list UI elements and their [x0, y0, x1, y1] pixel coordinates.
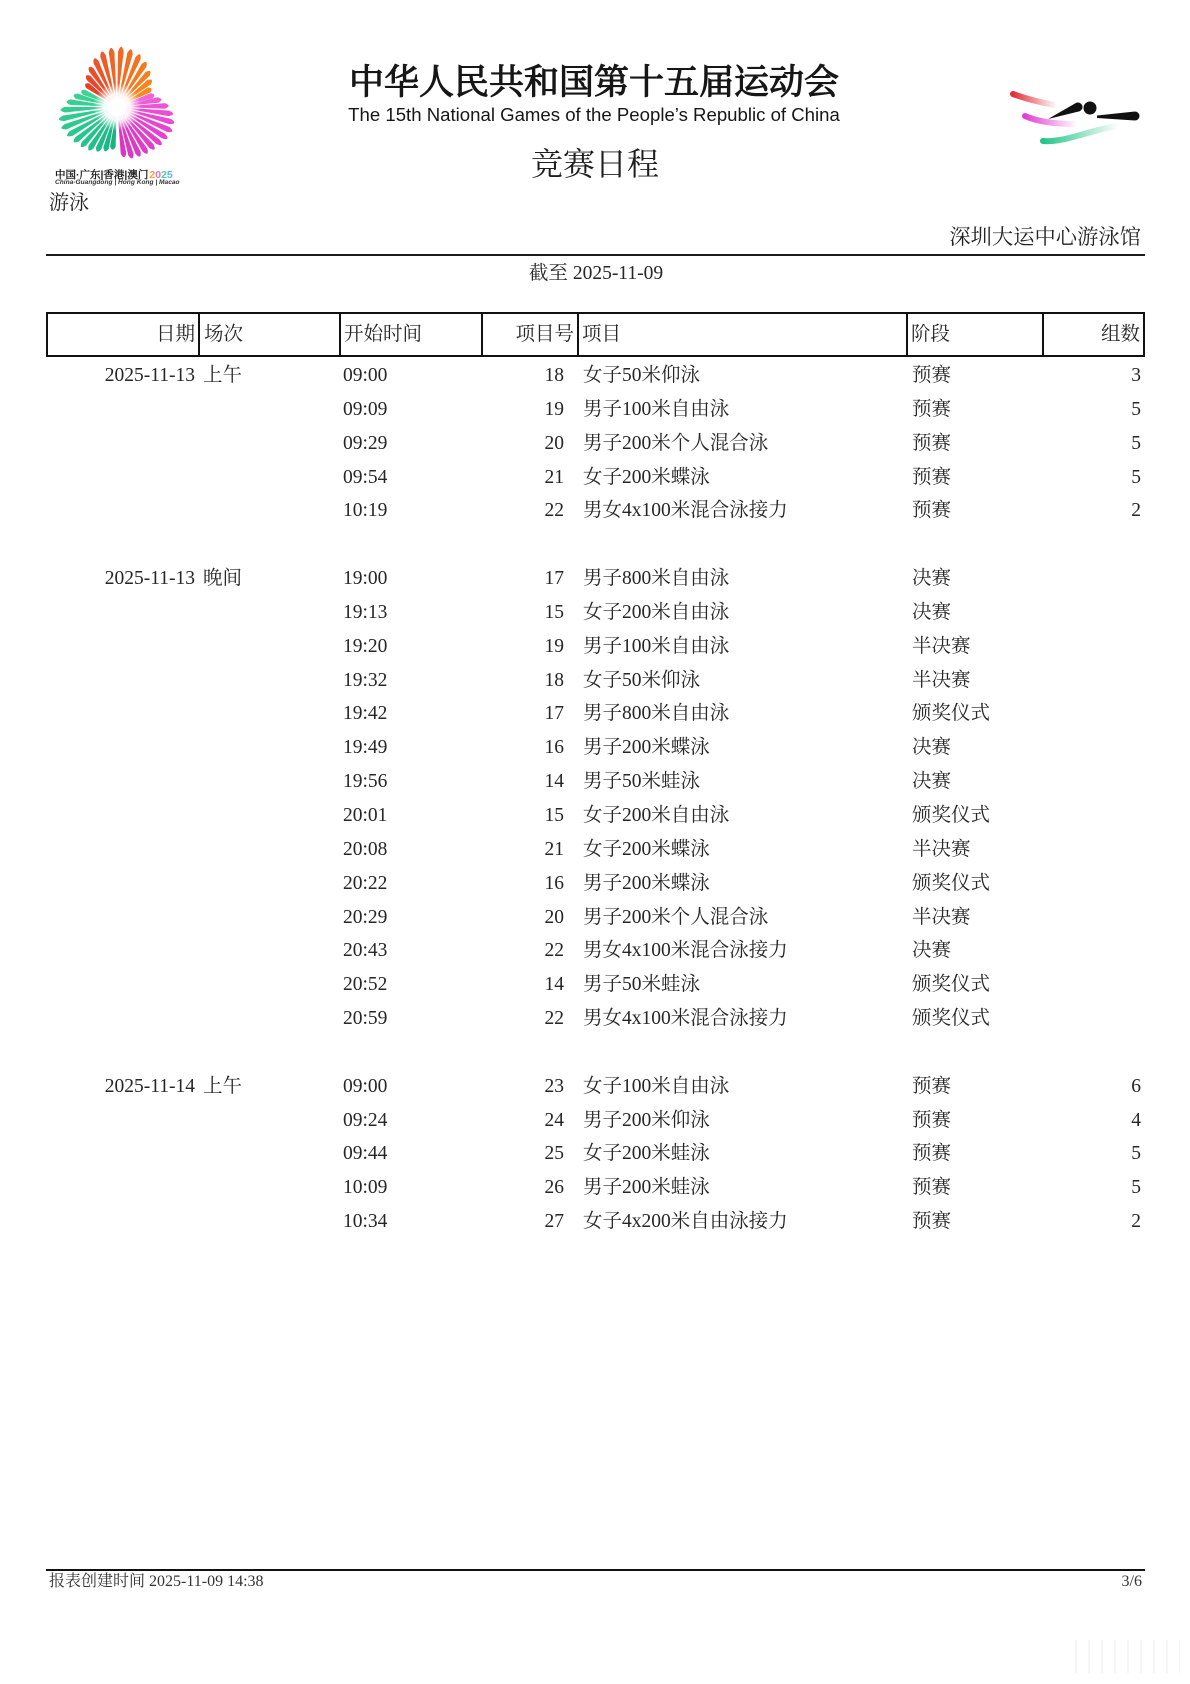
table-row [48, 1070, 1143, 1104]
column-header-stage: 阶段 [908, 314, 1044, 355]
date-cell [48, 1137, 200, 1171]
venue-name: 深圳大运中心游泳馆 [949, 225, 1141, 249]
session-cell [200, 393, 341, 427]
stage-cell: 半决赛 [912, 669, 971, 691]
session-cell [200, 1104, 341, 1138]
start-time-cell: 09:00 [343, 365, 388, 386]
table-row [48, 1205, 1143, 1239]
table-row [48, 393, 1143, 427]
session-cell [200, 765, 341, 799]
date-cell [48, 494, 200, 528]
event-name-cell: 男女4x100米混合泳接力 [583, 1008, 788, 1030]
groups-cell: 5 [1131, 466, 1141, 488]
swimming-pictogram-icon [1005, 85, 1145, 150]
start-time-cell: 19:20 [343, 635, 388, 657]
stage-cell: 颁奖仪式 [912, 872, 991, 894]
date-cell [48, 427, 200, 461]
table-row [48, 901, 1143, 935]
session-cell [200, 934, 341, 968]
stage-cell: 预赛 [912, 365, 952, 386]
event-name-cell: 男女4x100米混合泳接力 [583, 500, 788, 522]
event-name-cell: 男子200米个人混合泳 [583, 432, 769, 454]
stage-cell: 决赛 [912, 940, 952, 962]
date-cell [48, 934, 200, 968]
year-digit: 2 [161, 169, 167, 181]
date-cell: 2025-11-13 [104, 568, 195, 590]
created-label: 报表创建时间 [49, 1573, 146, 1590]
session-cell: 上午 [203, 1075, 243, 1097]
stage-cell: 预赛 [912, 1143, 952, 1165]
stage-cell: 颁奖仪式 [912, 1008, 991, 1030]
event-name-cell: 男子100米自由泳 [583, 398, 730, 420]
start-time-cell: 10:34 [343, 1211, 388, 1233]
event-number-cell: 15 [544, 601, 564, 623]
date-cell [48, 1104, 200, 1138]
groups-cell [1044, 664, 1143, 698]
table-row [48, 968, 1143, 1002]
column-header-start-time: 开始时间 [341, 314, 483, 355]
emblem-region-cn: 中国·广东|香港|澳门 [55, 169, 149, 181]
column-header-event: 项目 [579, 314, 908, 355]
groups-cell [1044, 562, 1143, 596]
start-time-cell: 09:00 [343, 1075, 388, 1097]
event-name-cell: 女子50米仰泳 [583, 669, 701, 691]
start-time-cell: 20:43 [343, 940, 388, 962]
start-time-cell: 19:32 [343, 669, 388, 691]
event-name-cell: 女子200米蝶泳 [583, 838, 710, 860]
column-header-event-number: 项目号 [483, 314, 579, 355]
event-name-cell: 男子200米个人混合泳 [583, 906, 769, 928]
event-name-cell: 女子4x200米自由泳接力 [583, 1211, 788, 1233]
date-cell [48, 1002, 200, 1036]
session-cell [200, 1002, 341, 1036]
groups-cell: 6 [1131, 1075, 1141, 1097]
groups-cell: 2 [1131, 1211, 1141, 1233]
table-row [48, 461, 1143, 495]
stage-cell: 预赛 [912, 1211, 952, 1233]
session-cell [200, 596, 341, 630]
stage-cell: 颁奖仪式 [912, 804, 991, 826]
event-name-cell: 男子200米仰泳 [583, 1109, 710, 1131]
date-cell [48, 596, 200, 630]
event-number-cell: 18 [544, 365, 564, 386]
groups-cell: 5 [1131, 1143, 1141, 1165]
event-number-cell: 19 [544, 398, 564, 420]
date-cell: 2025-11-14 [104, 1075, 195, 1097]
groups-cell [1044, 630, 1143, 664]
start-time-cell: 09:24 [343, 1109, 388, 1131]
table-row [48, 765, 1143, 799]
date-cell [48, 799, 200, 833]
session-cell [200, 799, 341, 833]
start-time-cell: 19:49 [343, 737, 388, 759]
date-cell [48, 833, 200, 867]
table-row [48, 494, 1143, 528]
session-cell [200, 494, 341, 528]
stage-cell: 预赛 [912, 1075, 952, 1097]
session-spacer [48, 1036, 1143, 1070]
groups-cell [1044, 1002, 1143, 1036]
year-digit: 0 [155, 169, 162, 181]
stage-cell: 颁奖仪式 [912, 703, 991, 725]
table-row [48, 664, 1143, 698]
header-divider [46, 254, 1145, 256]
year-digit: 5 [166, 169, 173, 181]
date-cell: 2025-11-13 [104, 365, 195, 386]
groups-cell: 5 [1131, 1177, 1141, 1199]
table-row [48, 1171, 1143, 1205]
groups-cell: 3 [1131, 365, 1141, 386]
session-cell [200, 867, 341, 901]
page-number: 3/6 [1121, 1573, 1142, 1590]
start-time-cell: 20:59 [343, 1008, 388, 1030]
table-row [48, 731, 1143, 765]
table-row [48, 697, 1143, 731]
session-spacer [48, 528, 1143, 562]
event-number-cell: 20 [544, 906, 564, 928]
session-cell [200, 1205, 341, 1239]
stage-cell: 预赛 [912, 432, 952, 454]
stage-cell: 预赛 [912, 466, 952, 488]
as-of-date [0, 262, 1190, 286]
session-cell: 上午 [203, 365, 243, 386]
event-number-cell: 16 [544, 737, 564, 759]
year-digit: 2 [149, 169, 156, 181]
watermark [1075, 1640, 1180, 1673]
event-number-cell: 18 [544, 669, 564, 691]
as-of-value: 2025-11-09 [572, 263, 664, 284]
groups-cell [1044, 731, 1143, 765]
stage-cell: 预赛 [912, 1177, 952, 1199]
event-number-cell: 23 [544, 1075, 564, 1097]
event-name-cell: 女子200米蝶泳 [583, 466, 710, 488]
groups-cell [1044, 799, 1143, 833]
session-cell [200, 697, 341, 731]
event-name-cell: 女子200米蛙泳 [583, 1143, 710, 1165]
groups-cell [1044, 833, 1143, 867]
table-row [48, 867, 1143, 901]
start-time-cell: 09:44 [343, 1143, 388, 1165]
start-time-cell: 19:42 [343, 703, 388, 725]
start-time-cell: 19:00 [343, 568, 388, 590]
groups-cell: 4 [1131, 1109, 1141, 1131]
start-time-cell: 19:56 [343, 771, 388, 793]
event-name-cell: 女子100米自由泳 [583, 1075, 730, 1097]
event-name-cell: 男子800米自由泳 [583, 703, 730, 725]
event-number-cell: 25 [544, 1143, 564, 1165]
date-cell [48, 731, 200, 765]
stage-cell: 预赛 [912, 500, 952, 522]
stage-cell: 决赛 [912, 568, 952, 590]
column-header-date: 日期 [48, 314, 200, 355]
date-cell [48, 664, 200, 698]
session-cell [200, 1171, 341, 1205]
groups-cell [1044, 697, 1143, 731]
session-cell [200, 461, 341, 495]
event-number-cell: 17 [544, 703, 564, 725]
column-header-session: 场次 [200, 314, 341, 355]
table-row [48, 427, 1143, 461]
start-time-cell: 09:09 [343, 398, 388, 420]
footer-divider [46, 1569, 1145, 1571]
groups-cell [1044, 867, 1143, 901]
session-cell [200, 1137, 341, 1171]
date-cell [48, 697, 200, 731]
stage-cell: 半决赛 [912, 635, 971, 657]
document-title: 竞赛日程 [530, 146, 659, 182]
date-cell [48, 867, 200, 901]
groups-cell [1044, 901, 1143, 935]
start-time-cell: 09:54 [343, 466, 388, 488]
event-name-cell: 女子50米仰泳 [583, 365, 701, 386]
event-number-cell: 20 [544, 432, 564, 454]
start-time-cell: 10:09 [343, 1177, 388, 1199]
table-row [48, 833, 1143, 867]
event-name-cell: 男子200米蝶泳 [583, 872, 710, 894]
date-cell [48, 393, 200, 427]
stage-cell: 预赛 [912, 398, 952, 420]
date-cell [48, 968, 200, 1002]
event-name-cell: 男女4x100米混合泳接力 [583, 940, 788, 962]
games-title-en: The 15th National Games of the People’s Republic of China [348, 104, 840, 125]
emblem-region-en: China-Guangdong | Hong Kong | Macao [55, 179, 180, 186]
session-cell [200, 833, 341, 867]
event-number-cell: 19 [544, 635, 564, 657]
session-cell [200, 731, 341, 765]
groups-cell [1044, 765, 1143, 799]
event-name-cell: 男子50米蛙泳 [583, 771, 701, 793]
event-name-cell: 男子800米自由泳 [583, 568, 730, 590]
start-time-cell: 20:22 [343, 872, 388, 894]
session-cell: 晚间 [203, 568, 243, 590]
stage-cell: 决赛 [912, 737, 952, 759]
date-cell [48, 1205, 200, 1239]
stage-cell: 预赛 [912, 1109, 952, 1131]
event-number-cell: 24 [544, 1109, 564, 1131]
table-row [48, 630, 1143, 664]
date-cell [48, 461, 200, 495]
event-name-cell: 男子200米蝶泳 [583, 737, 710, 759]
event-number-cell: 14 [544, 771, 564, 793]
stage-cell: 决赛 [912, 601, 952, 623]
table-row [48, 934, 1143, 968]
event-number-cell: 21 [544, 466, 564, 488]
session-cell [200, 968, 341, 1002]
date-cell [48, 901, 200, 935]
table-row [48, 562, 1143, 596]
start-time-cell: 20:08 [343, 838, 388, 860]
date-cell [48, 765, 200, 799]
schedule-table-body [48, 359, 1143, 1239]
groups-cell [1044, 934, 1143, 968]
event-number-cell: 16 [544, 872, 564, 894]
column-header-groups: 组数 [1100, 324, 1140, 345]
table-row [48, 1104, 1143, 1138]
event-name-cell: 男子200米蛙泳 [583, 1177, 710, 1199]
start-time-cell: 20:52 [343, 974, 388, 996]
table-row [48, 799, 1143, 833]
event-name-cell: 男子100米自由泳 [583, 635, 730, 657]
stage-cell: 颁奖仪式 [912, 974, 991, 996]
groups-cell: 5 [1131, 432, 1141, 454]
start-time-cell: 20:01 [343, 804, 388, 826]
sport-label: 游泳 [49, 192, 89, 214]
date-cell [48, 630, 200, 664]
start-time-cell: 10:19 [343, 500, 388, 522]
start-time-cell: 09:29 [343, 432, 388, 454]
event-number-cell: 26 [544, 1177, 564, 1199]
date-cell [48, 1171, 200, 1205]
event-name-cell: 女子200米自由泳 [583, 601, 730, 623]
event-number-cell: 22 [544, 500, 564, 522]
event-number-cell: 22 [544, 1008, 564, 1030]
table-row [48, 1002, 1143, 1036]
table-row [48, 359, 1143, 393]
session-cell [200, 427, 341, 461]
event-number-cell: 14 [544, 974, 564, 996]
games-title: 中华人民共和国第十五届运动会 [348, 63, 839, 102]
groups-cell: 5 [1131, 398, 1141, 420]
schedule-table-header [46, 312, 1145, 357]
stage-cell: 半决赛 [912, 838, 971, 860]
event-number-cell: 15 [544, 804, 564, 826]
event-number-cell: 27 [544, 1211, 564, 1233]
event-number-cell: 21 [544, 838, 564, 860]
stage-cell: 半决赛 [912, 906, 971, 928]
event-number-cell: 17 [544, 568, 564, 590]
stage-cell: 决赛 [912, 771, 952, 793]
session-cell [200, 630, 341, 664]
groups-cell [1044, 968, 1143, 1002]
event-name-cell: 男子50米蛙泳 [583, 974, 701, 996]
table-row [48, 1137, 1143, 1171]
event-name-cell: 女子200米自由泳 [583, 804, 730, 826]
start-time-cell: 19:13 [343, 601, 388, 623]
groups-cell [1044, 596, 1143, 630]
created-value: 2025-11-09 14:38 [149, 1573, 264, 1590]
as-of-label: 截至 [528, 263, 568, 284]
start-time-cell: 20:29 [343, 906, 388, 928]
event-number-cell: 22 [544, 940, 564, 962]
session-cell [200, 901, 341, 935]
report-created-time [49, 1572, 264, 1592]
session-cell [200, 664, 341, 698]
groups-cell: 2 [1131, 500, 1141, 522]
table-row [48, 596, 1143, 630]
